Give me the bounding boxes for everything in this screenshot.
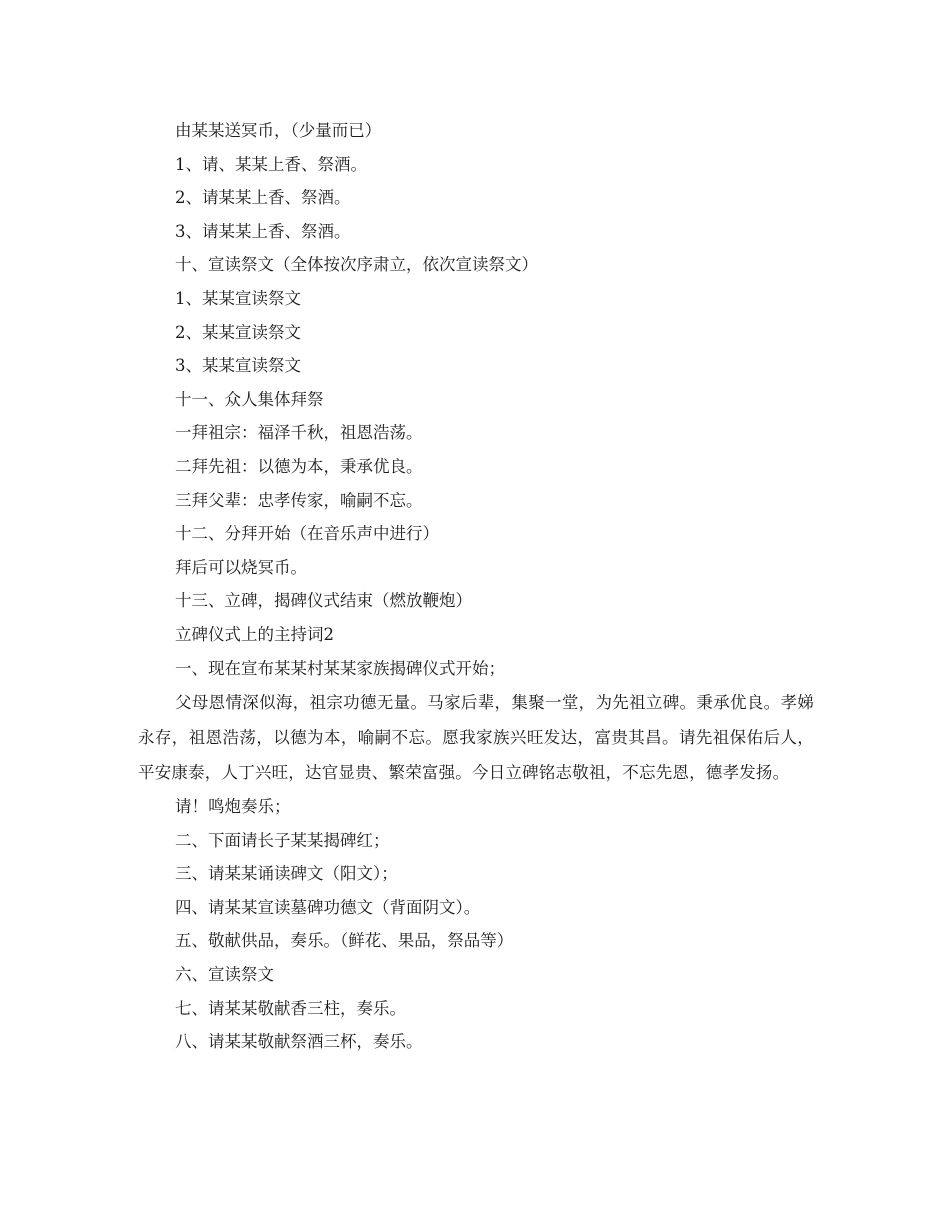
- text-line: 2、某某宣读祭文: [175, 322, 301, 342]
- section-heading: 六、宣读祭文: [175, 965, 274, 985]
- section-heading: 八、请某某敬献祭酒三杯，奏乐。: [175, 1032, 423, 1052]
- text-line: 二拜先祖：以德为本，秉承优良。: [175, 456, 423, 476]
- text-line: 由某某送冥币，（少量而已）: [175, 121, 382, 140]
- text-line: 1、请、某某上香、祭酒。: [175, 154, 367, 174]
- text-line: 一拜祖宗：福泽千秋，祖恩浩荡。: [175, 423, 423, 443]
- section-heading: 三、请某某诵读碑文（阳文）；: [175, 864, 398, 884]
- section-heading: 五、敬献供品，奏乐。（鲜花、果品，祭品等）: [175, 931, 514, 951]
- section-heading: 七、请某某敬献香三柱，奏乐。: [175, 998, 406, 1018]
- document-body: [138, 114, 814, 1059]
- section-heading: 四、请某某宣读墓碑功德文（背面阴文）。: [175, 897, 481, 917]
- section-heading: 十一、众人集体拜祭: [175, 389, 324, 409]
- text-line: 拜后可以烧冥币。: [175, 557, 307, 577]
- text-line: 3、某某宣读祭文: [175, 356, 301, 376]
- section-heading: 一、现在宣布某某村某某家族揭碑仪式开始；: [175, 658, 505, 678]
- text-line: 2、请某某上香、祭酒。: [175, 188, 351, 208]
- text-line: 请！鸣炮奏乐；: [175, 797, 291, 817]
- section-heading: 十、宣读祭文（全体按次序肃立，依次宣读祭文）: [175, 255, 538, 275]
- section-heading: 十二、分拜开始（在音乐声中进行）: [175, 524, 439, 544]
- body-paragraph: 父母恩情深似海，祖宗功德无量。马家后辈，集聚一堂，为先祖立碑。秉承优良。孝娣永存，祖恩浩荡，以德为本，喻嗣不忘。愿我家族兴旺发达，富贵其昌。请先祖保佑后人，平安康泰，人丁兴旺，达官显贵、繁荣富强。今日立碑铭志敬祖，不忘先恩，德孝发扬。: [138, 693, 814, 783]
- section-heading: 十三、立碑，揭碑仪式结束（燃放鞭炮）: [175, 591, 472, 611]
- text-line: 三拜父辈：忠孝传家，喻嗣不忘。: [175, 490, 423, 510]
- text-line: 3、请某某上香、祭酒。: [175, 221, 351, 241]
- text-line: 1、某某宣读祭文: [175, 288, 301, 308]
- subtitle: 立碑仪式上的主持词2: [175, 624, 334, 644]
- section-heading: 二、下面请长子某某揭碑红；: [175, 830, 390, 850]
